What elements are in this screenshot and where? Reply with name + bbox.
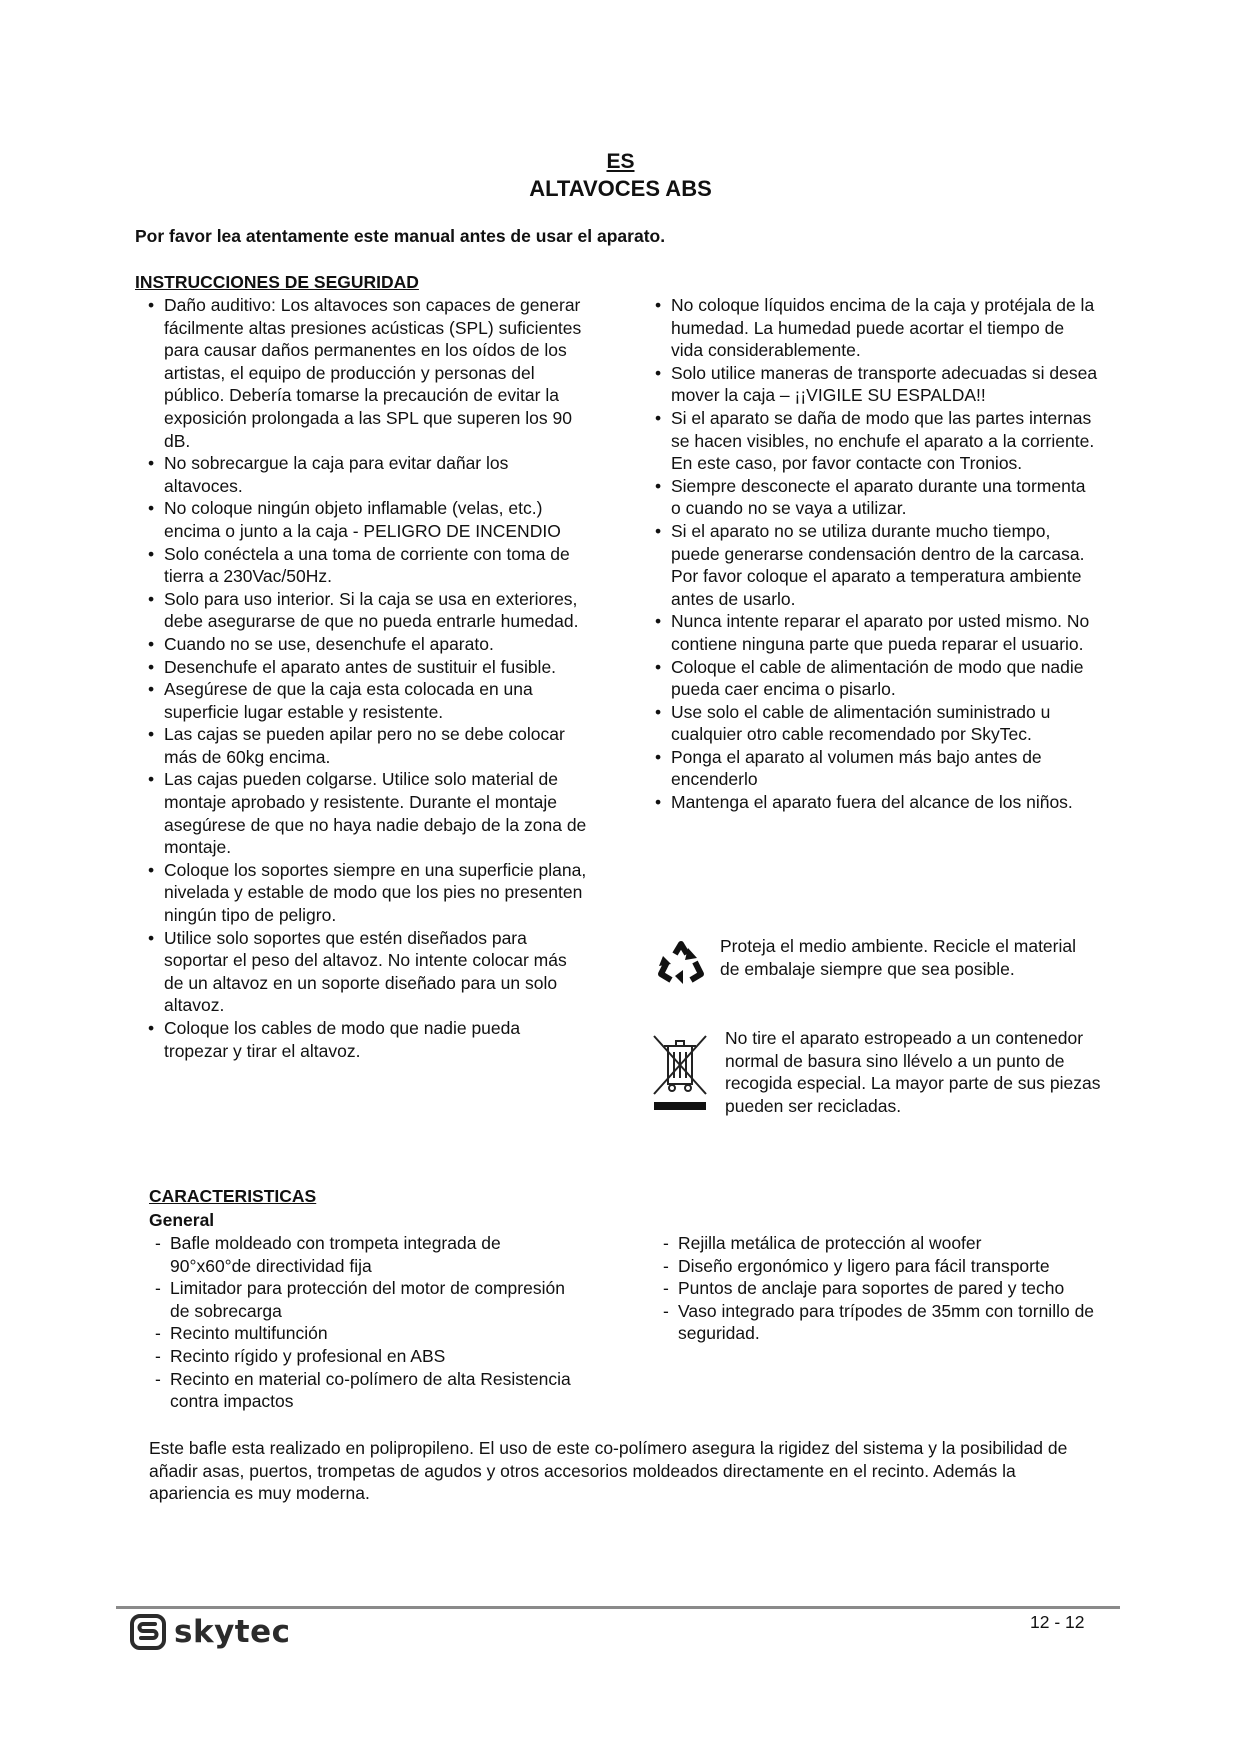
features-left-column <box>152 1232 572 1413</box>
list-item: • Siempre desconecte el aparato durante una tormenta o cuando no se vaya a utilizar. <box>655 475 1100 520</box>
list-item: • No coloque ningún objeto inflamable (velas, etc.) encima o junto a la caja - PELIGRO DE INCENDIO <box>148 497 588 542</box>
footer-divider <box>116 1606 1120 1609</box>
list-item: - Diseño ergonómico y ligero para fácil transporte <box>660 1255 1100 1278</box>
skytec-logo-icon <box>130 1614 166 1650</box>
list-item: • Desenchufe el aparato antes de sustituir el fusible. <box>148 656 588 679</box>
language-code: ES <box>606 150 635 173</box>
list-item: • Si el aparato no se utiliza durante mucho tiempo, puede generarse condensación dentro de la carcasa. Por favor coloque el aparato a temperatura ambiente antes de usarlo. <box>655 520 1100 610</box>
intro-notice: Por favor lea atentamente este manual antes de usar el aparato. <box>135 226 666 246</box>
safety-right-column <box>655 294 1100 814</box>
list-item: • Si el aparato se daña de modo que las partes internas se hacen visibles, no enchufe el aparato a la corriente. En este caso, por favor contacte con Tronios. <box>655 407 1100 475</box>
list-item: • Nunca intente reparar el aparato por usted mismo. No contiene ninguna parte que pueda reparar el usuario. <box>655 610 1100 655</box>
list-item: - Recinto multifunción <box>152 1322 572 1345</box>
list-item: • No sobrecargue la caja para evitar dañar los altavoces. <box>148 452 588 497</box>
page-title: ALTAVOCES ABS <box>529 176 712 201</box>
list-item: • Las cajas se pueden apilar pero no se debe colocar más de 60kg encima. <box>148 723 588 768</box>
list-item: • Use solo el cable de alimentación suministrado u cualquier otro cable recomendado por SkyTec. <box>655 701 1100 746</box>
list-item: - Vaso integrado para trípodes de 35mm con tornillo de seguridad. <box>660 1300 1100 1345</box>
features-subheading: General <box>149 1210 215 1230</box>
list-item: • Utilice solo soportes que estén diseñados para soportar el peso del altavoz. No intente colocar más de un altavoz en un soporte diseñado para un solo altavoz. <box>148 927 588 1017</box>
list-item: - Bafle moldeado con trompeta integrada de 90°x60°de directividad fija <box>152 1232 572 1277</box>
crossed-bin-icon <box>650 1032 710 1114</box>
list-item: • Solo para uso interior. Si la caja se usa en exteriores, debe asegurarse de que no pueda entrarle humedad. <box>148 588 588 633</box>
brand-name: skytec <box>174 1614 291 1650</box>
features-left-list <box>152 1232 572 1413</box>
features-right-list <box>660 1232 1100 1345</box>
recycle-icon <box>655 938 707 988</box>
weee-note: No tire el aparato estropeado a un contenedor normal de basura sino llévelo a un punto de recogida especial. La mayor parte de sus piezas pueden ser recicladas. <box>725 1028 1101 1116</box>
safety-right-list <box>655 294 1100 814</box>
list-item: • Solo utilice maneras de transporte adecuadas si desea mover la caja – ¡¡VIGILE SU ESPALDA!! <box>655 362 1100 407</box>
list-item: • No coloque líquidos encima de la caja y protéjala de la humedad. La humedad puede acortar el tiempo de vida considerablemente. <box>655 294 1100 362</box>
features-heading: CARACTERISTICAS <box>149 1186 317 1206</box>
safety-left-list <box>148 294 588 1062</box>
safety-heading: INSTRUCCIONES DE SEGURIDAD <box>135 272 419 292</box>
list-item: • Cuando no se use, desenchufe el aparato. <box>148 633 588 656</box>
list-item: - Puntos de anclaje para soportes de pared y techo <box>660 1277 1100 1300</box>
list-item: • Coloque el cable de alimentación de modo que nadie pueda caer encima o pisarlo. <box>655 656 1100 701</box>
page-number: 12 - 12 <box>1030 1612 1085 1632</box>
list-item: - Limitador para protección del motor de compresión de sobrecarga <box>152 1277 572 1322</box>
features-paragraph: Este bafle esta realizado en polipropileno. El uso de este co-polímero asegura la rigidez del sistema y la posibilidad de añadir asas, puertos, trompetas de agudos y otros accesorios moldeados directamente en el recinto. Además la apariencia es muy moderna. <box>149 1438 1068 1504</box>
list-item: • Coloque los cables de modo que nadie pueda tropezar y tirar el altavoz. <box>148 1017 588 1062</box>
list-item: • Las cajas pueden colgarse. Utilice solo material de montaje aprobado y resistente. Durante el montaje asegúrese de que no haya nadie debajo de la zona de montaje. <box>148 768 588 858</box>
safety-left-column <box>148 294 588 1062</box>
list-item: - Recinto rígido y profesional en ABS <box>152 1345 572 1368</box>
brand-logo <box>130 1612 291 1652</box>
list-item: - Recinto en material co-polímero de alta Resistencia contra impactos <box>152 1368 572 1413</box>
list-item: • Coloque los soportes siempre en una superficie plana, nivelada y estable de modo que los pies no presenten ningún tipo de peligro. <box>148 859 588 927</box>
features-right-column <box>660 1232 1100 1345</box>
list-item: • Solo conéctela a una toma de corriente con toma de tierra a 230Vac/50Hz. <box>148 543 588 588</box>
recycle-note: Proteja el medio ambiente. Recicle el material de embalaje siempre que sea posible. <box>720 936 1076 979</box>
list-item: • Ponga el aparato al volumen más bajo antes de encenderlo <box>655 746 1100 791</box>
list-item: • Daño auditivo: Los altavoces son capaces de generar fácilmente altas presiones acústicas (SPL) suficientes para causar daños permanentes en los oídos de los artistas, el equipo de producción y personas del público. Debería tomarse la precaución de evitar la exposición prolongada a las SPL que superen los 90 dB. <box>148 294 588 452</box>
list-item: • Mantenga el aparato fuera del alcance de los niños. <box>655 791 1100 814</box>
list-item: • Asegúrese de que la caja esta colocada en una superficie lugar estable y resistente. <box>148 678 588 723</box>
list-item: - Rejilla metálica de protección al woofer <box>660 1232 1100 1255</box>
